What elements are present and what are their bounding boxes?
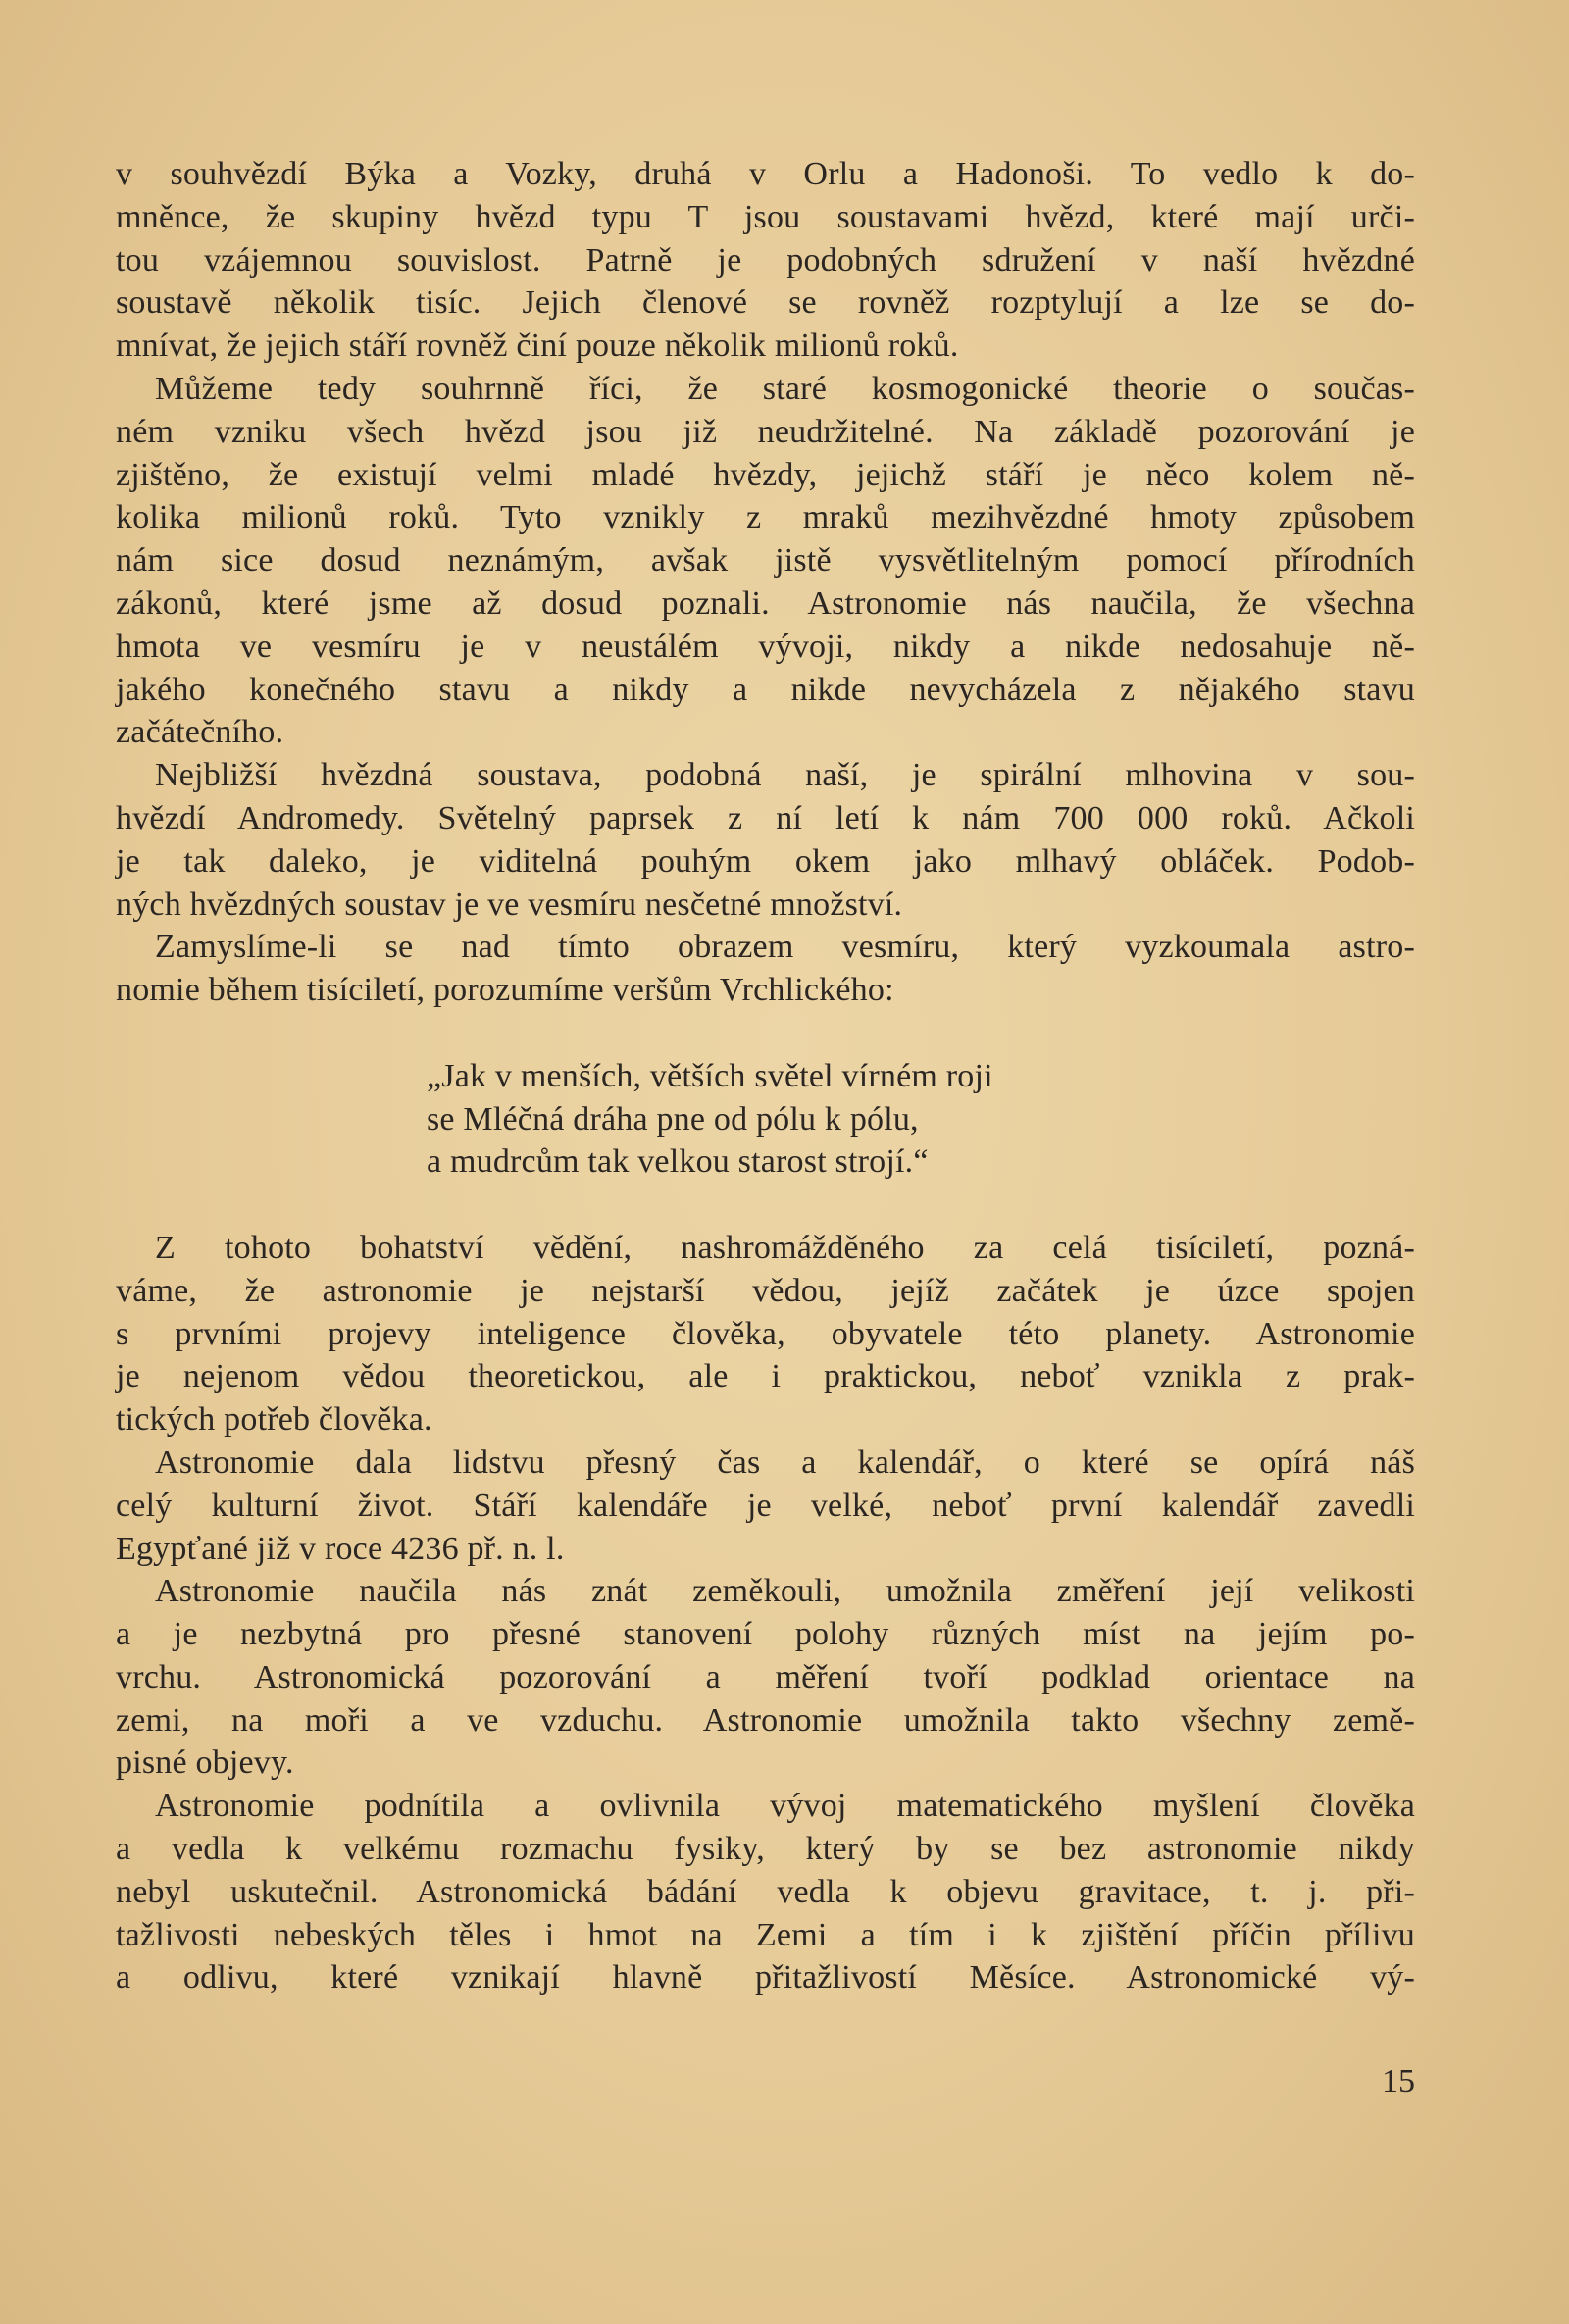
poem-line: se Mléčná dráha pne od pólu k pólu, [427, 1100, 919, 1137]
paragraph [116, 754, 1415, 926]
text-line: je tak daleko, je viditelná pouhým okem jako mlhavý obláček. Podob- [116, 842, 1415, 880]
text-line: Můžeme tedy souhrnně říci, že staré kosmogonické theorie o součas- [155, 370, 1415, 407]
text-line: je nejenom vědou theoretickou, ale i praktickou, neboť vznikla z prak- [116, 1358, 1415, 1395]
text-line: Egypťané již v roce 4236 př. n. l. [116, 1530, 565, 1567]
text-line: ných hvězdných soustav je ve vesmíru nesčetné množství. [116, 885, 903, 923]
text-line: zjištěno, že existují velmi mladé hvězdy, jejichž stáří je něco kolem ně- [116, 456, 1415, 493]
text-line: vrchu. Astronomická pozorování a měření tvoří podklad orientace na [116, 1658, 1415, 1695]
text-line: zemi, na moři a ve vzduchu. Astronomie umožnila takto všechny země- [116, 1701, 1415, 1739]
text-line: Zamyslíme-li se nad tímto obrazem vesmíru, který vyzkoumala astro- [155, 929, 1415, 966]
text-line: ném vzniku všech hvězd jsou již neudržitelné. Na základě pozorování je [116, 413, 1415, 450]
page-number: 15 [1382, 2063, 1415, 2099]
text-line: Astronomie podnítila a ovlivnila vývoj matematického myšlení člověka [155, 1788, 1415, 1825]
poem-quote [116, 1055, 1415, 1184]
text-line: nebyl uskutečnil. Astronomická bádání vedla k objevu gravitace, t. j. při- [116, 1873, 1415, 1910]
text-line: a odlivu, které vznikají hlavně přitažlivostí Měsíce. Astronomické vý- [116, 1959, 1415, 1996]
text-line: Nejbližší hvězdná soustava, podobná naší, je spirální mlhovina v sou- [155, 757, 1415, 794]
poem-line: „Jak v menších, větších světel vírném roji [427, 1057, 993, 1094]
text-line: nám sice dosud neznámým, avšak jistě vysvětlitelným pomocí přírodních [116, 542, 1415, 580]
text-line: mnívat, že jejich stáří rovněž činí pouze několik milionů roků. [116, 328, 959, 365]
paragraph [116, 1441, 1415, 1570]
page-body [116, 153, 1415, 1999]
paragraph [116, 368, 1415, 754]
paragraph [116, 1570, 1415, 1785]
poem-line: a mudrcům tak velkou starost strojí.“ [427, 1143, 929, 1181]
text-line: tažlivosti nebeských těles i hmot na Zemi a tím i k zjištění příčin přílivu [116, 1916, 1415, 1953]
text-line: začátečního. [116, 714, 284, 751]
text-line: v souhvězdí Býka a Vozky, druhá v Orlu a Hadonoši. To vedlo k do- [116, 156, 1415, 192]
text-line: nomie během tisíciletí, porozumíme veršům Vrchlického: [116, 972, 894, 1009]
text-line: zákonů, které jsme až dosud poznali. Astronomie nás naučila, že všechna [116, 584, 1415, 622]
text-line: s prvními projevy inteligence člověka, obyvatele této planety. Astronomie [116, 1315, 1415, 1352]
text-line: a vedla k velkému rozmachu fysiky, který by se bez astronomie nikdy [116, 1831, 1415, 1868]
text-line: hvězdí Andromedy. Světelný paprsek z ní letí k nám 700 000 roků. Ačkoli [116, 799, 1415, 836]
paragraph [116, 926, 1415, 1012]
paragraph [116, 1785, 1415, 1999]
text-line: Z tohoto bohatství vědění, nashromážděného za celá tisíciletí, pozná- [155, 1229, 1415, 1266]
text-line: celý kulturní život. Stáří kalendáře je velké, neboť první kalendář zavedli [116, 1487, 1415, 1524]
text-line: tických potřeb člověka. [116, 1401, 432, 1439]
text-line: pisné objevy. [116, 1744, 294, 1782]
text-line: soustavě několik tisíc. Jejich členové se rovněž rozptylují a lze se do- [116, 284, 1415, 322]
paragraph [116, 1227, 1415, 1441]
text-line: a je nezbytná pro přesné stanovení polohy různých míst na jejím po- [116, 1616, 1415, 1653]
text-line: jakého konečného stavu a nikdy a nikde nevycházela z nějakého stavu [116, 671, 1415, 708]
text-line: tou vzájemnou souvislost. Patrně je podobných sdružení v naší hvězdné [116, 241, 1415, 278]
text-line: hmota ve vesmíru je v neustálém vývoji, nikdy a nikde nedosahuje ně- [116, 628, 1415, 665]
text-line: Astronomie naučila nás znát zeměkouli, umožnila změření její velikosti [155, 1573, 1415, 1610]
text-line: kolika milionů roků. Tyto vznikly z mraků mezihvězdné hmoty způsobem [116, 499, 1415, 536]
text-line: mněnce, že skupiny hvězd typu T jsou soustavami hvězd, které mají urči- [116, 198, 1415, 235]
text-line: váme, že astronomie je nejstarší vědou, jejíž začátek je úzce spojen [116, 1272, 1415, 1309]
paragraph [116, 153, 1415, 368]
text-line: Astronomie dala lidstvu přesný čas a kalendář, o které se opírá náš [155, 1443, 1415, 1481]
